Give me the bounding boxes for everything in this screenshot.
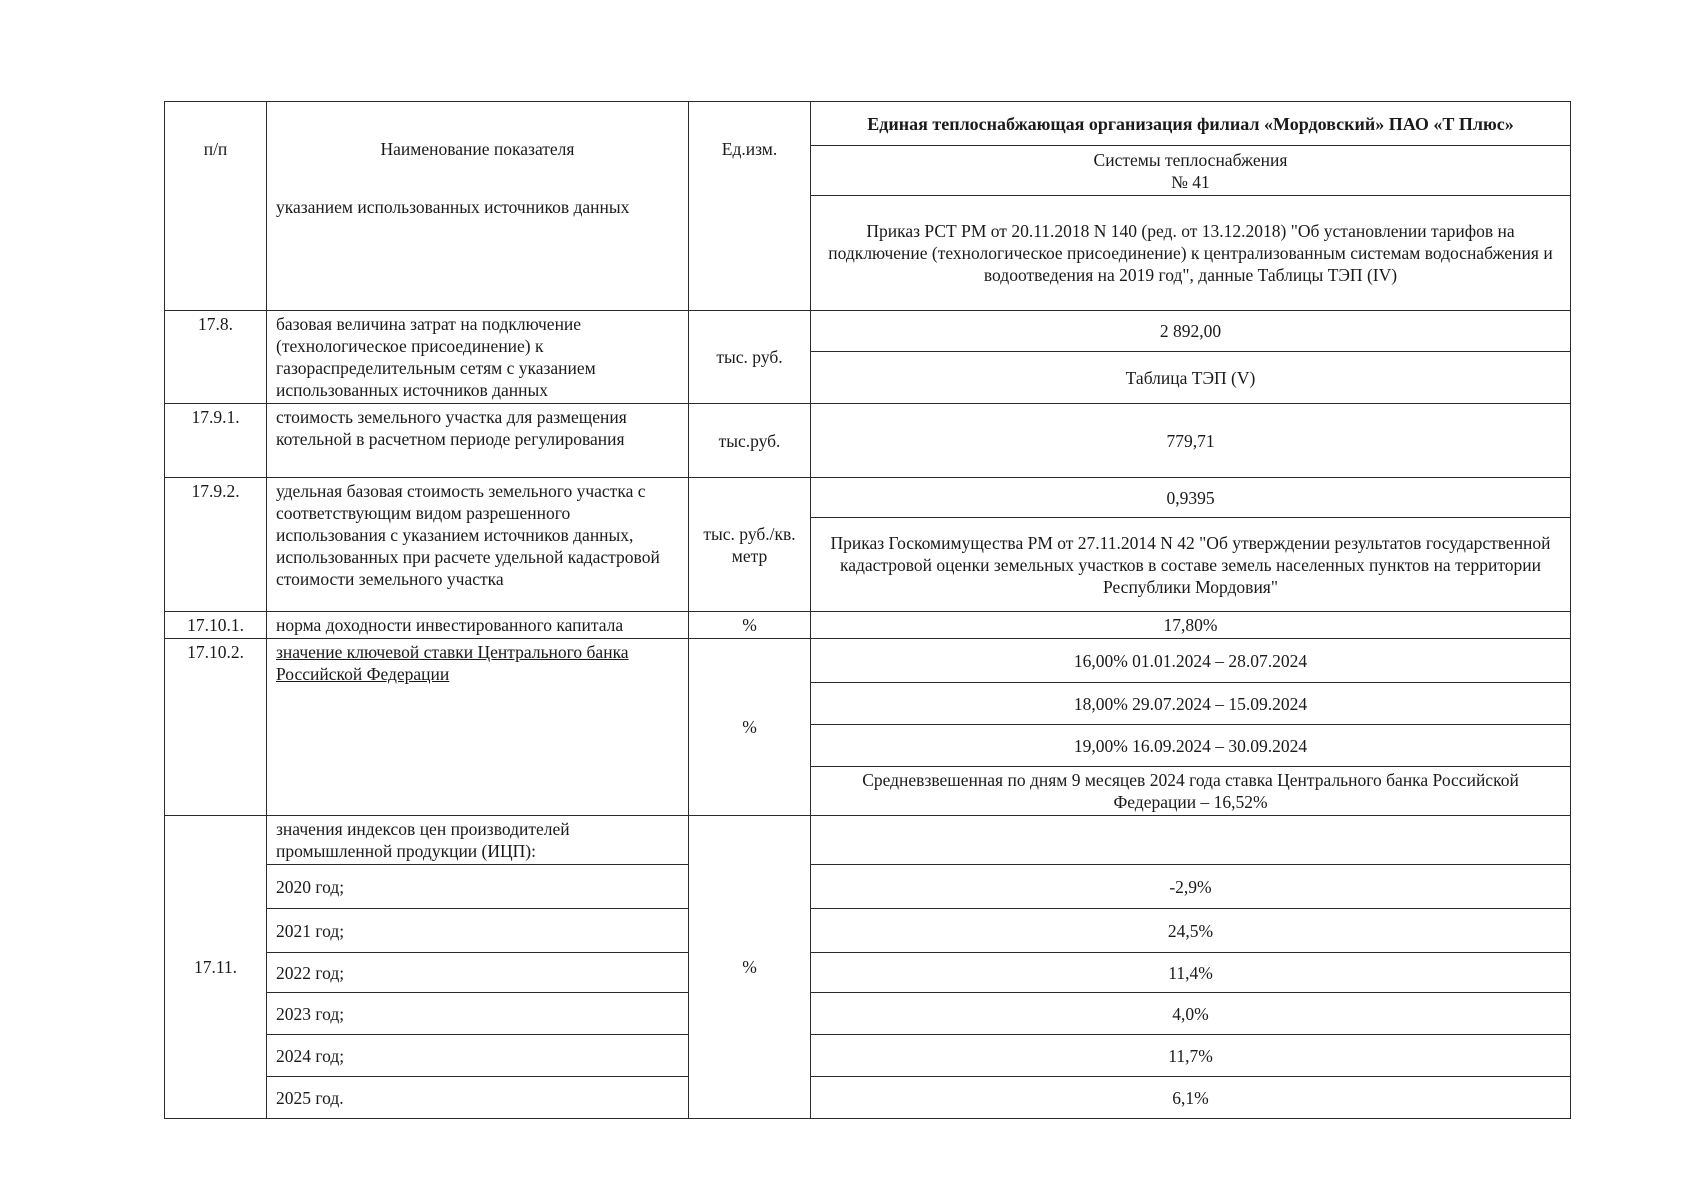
row4-name: норма доходности инвестированного капитала — [267, 612, 689, 639]
row6-name: значения индексов цен производителей промышленной продукции (ИЦП): — [267, 816, 689, 865]
ppi-year-2025: 2025 год. — [267, 1077, 689, 1119]
ppi-value-2025: 6,1% — [811, 1077, 1571, 1119]
keyrate-period-1: 16,00% 01.01.2024 – 28.07.2024 — [811, 639, 1571, 683]
keyrate-period-3: 19,00% 16.09.2024 – 30.09.2024 — [811, 725, 1571, 767]
ppi-year-2022: 2022 год; — [267, 953, 689, 993]
row1-value: 2 892,00 — [811, 311, 1571, 352]
system-line2: № 41 — [1171, 171, 1210, 192]
row3-unit: тыс. руб./кв. метр — [689, 478, 811, 612]
header-system — [811, 146, 1571, 196]
row3-value: 0,9395 — [811, 478, 1571, 518]
row1-num: 17.8. — [165, 311, 267, 404]
row6-unit: % — [689, 816, 811, 1119]
ppi-year-2023: 2023 год; — [267, 993, 689, 1035]
header-org: Единая теплоснабжающая организация филиал «Мордовский» ПАО «Т Плюс» — [811, 102, 1571, 146]
ppi-year-2020: 2020 год; — [267, 865, 689, 909]
row1-name: базовая величина затрат на подключение (технологическое присоединение) к газораспределительным сетям с указанием использованных источников данных — [267, 311, 689, 404]
row3-source: Приказ Госкомимущества РМ от 27.11.2014 N 42 "Об утверждении результатов государственной кадастровой оценки земельных участков в составе земель населенных пунктов на территории Республики Мордовия" — [811, 518, 1571, 612]
row5-num: 17.10.2. — [165, 639, 267, 816]
ppi-value-2023: 4,0% — [811, 993, 1571, 1035]
ppi-year-2024: 2024 год; — [267, 1035, 689, 1077]
ppi-value-2022: 11,4% — [811, 953, 1571, 993]
row1-source: Таблица ТЭП (V) — [811, 352, 1571, 404]
row0-value: Приказ РСТ РМ от 20.11.2018 N 140 (ред. от 13.12.2018) "Об установлении тарифов на подключение (технологическое присоединение) к централизованным системам водоснабжения и водоотведения на 2019 год", данные Таблицы ТЭП (IV) — [811, 196, 1571, 311]
row4-unit: % — [689, 612, 811, 639]
row5-unit: % — [689, 639, 811, 816]
row2-num: 17.9.1. — [165, 404, 267, 478]
ppi-value-2020: -2,9% — [811, 865, 1571, 909]
row4-num: 17.10.1. — [165, 612, 267, 639]
row3-num: 17.9.2. — [165, 478, 267, 612]
row2-unit: тыс.руб. — [689, 404, 811, 478]
row6-num: 17.11. — [165, 816, 267, 1119]
row3-name: удельная базовая стоимость земельного участка с соответствующим видом разрешенного использования с указанием источников данных, использованных при расчете удельной кадастровой стоимости земельного участка — [267, 478, 689, 612]
keyrate-period-2: 18,00% 29.07.2024 – 15.09.2024 — [811, 683, 1571, 725]
row2-value: 779,71 — [811, 404, 1571, 478]
indicators-table — [164, 101, 1571, 1119]
row1-unit: тыс. руб. — [689, 311, 811, 404]
header-unit: Ед.изм. — [689, 102, 811, 311]
header-name: Наименование показателя — [267, 102, 689, 196]
ppi-year-2021: 2021 год; — [267, 909, 689, 953]
row6-empty — [811, 816, 1571, 865]
row2-name: стоимость земельного участка для размещения котельной в расчетном периоде регулирования — [267, 404, 689, 478]
row4-value: 17,80% — [811, 612, 1571, 639]
row5-name: значение ключевой ставки Центрального банка Российской Федерации — [267, 639, 689, 816]
header-num: п/п — [165, 102, 267, 311]
ppi-value-2024: 11,7% — [811, 1035, 1571, 1077]
system-line1: Системы теплоснабжения — [1093, 149, 1288, 170]
ppi-value-2021: 24,5% — [811, 909, 1571, 953]
row0-name: указанием использованных источников данных — [267, 196, 689, 311]
keyrate-average: Средневзвешенная по дням 9 месяцев 2024 года ставка Центрального банка Российской Федерации – 16,52% — [811, 767, 1571, 816]
